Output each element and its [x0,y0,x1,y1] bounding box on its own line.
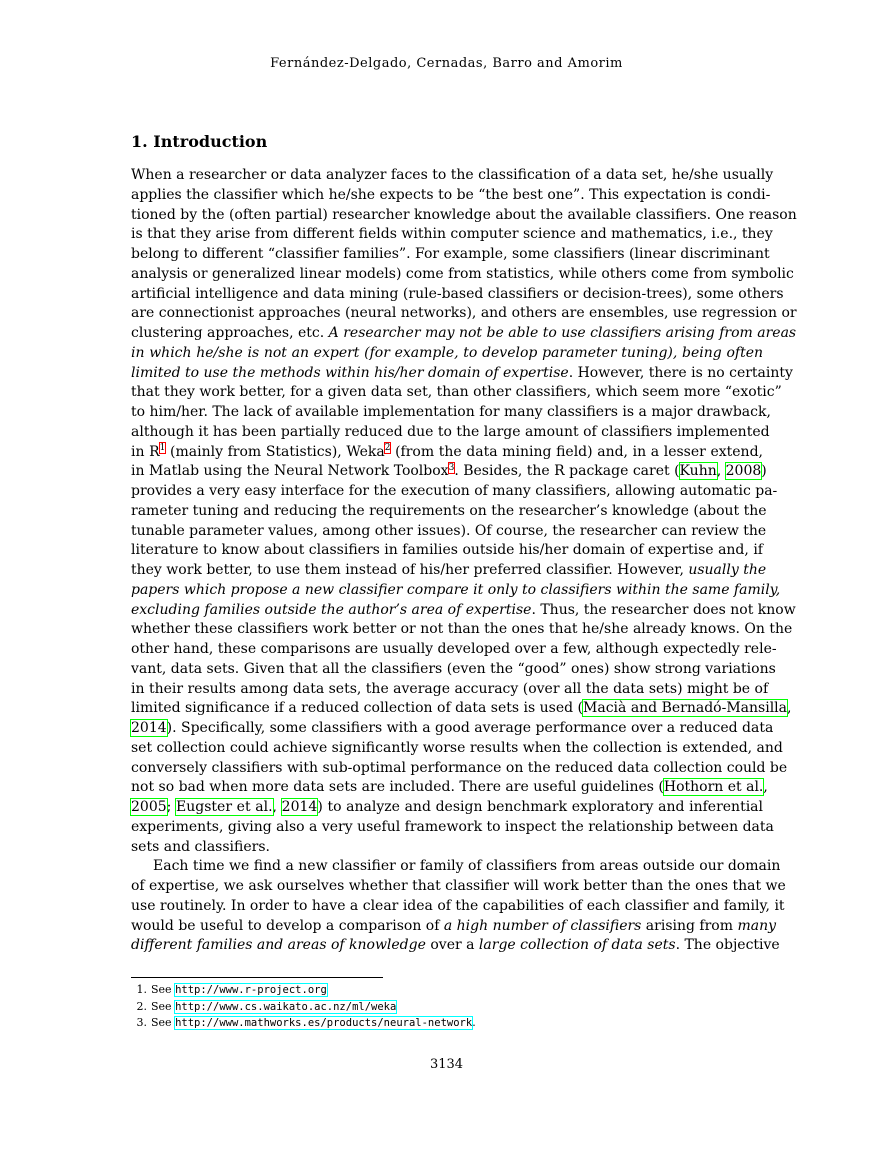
text-line: conversely classifiers with sub-optimal performance on the reduced data collection could be [131,759,788,776]
page-number: 3134 [429,1057,464,1072]
text-line [131,561,767,581]
footnote-divider [131,977,383,978]
footnotes [131,982,763,1032]
text-span: arising from [641,917,738,934]
text-span: in Matlab using the Neural Network Toolbox [131,463,449,480]
text-line: provides a very easy interface for the execution of many classifiers, allowing automatic pa- [131,483,778,499]
citation-link-macia-year[interactable]: 2014 [131,720,167,736]
text-line: sets and classifiers. [131,838,270,855]
text-span: . The objective [675,937,780,954]
citation-link-eugster-year[interactable]: 2014 [281,799,318,815]
footnote-3 [131,1015,763,1032]
text-span: , [272,799,282,815]
citation-link-macia[interactable]: Macià and Bernadó-Mansilla [583,700,787,717]
italic-text: different families and areas of knowledge [131,937,426,954]
text-line [131,699,792,719]
text-line: vant, data sets. Given that all the classifiers (even the “good” ones) show strong variations [131,660,776,677]
section-title: 1. Introduction [131,132,268,151]
citation-link-hothorn-year[interactable]: 2005 [131,799,167,815]
text-span: . Besides, the R package caret ( [454,463,680,480]
text-span: (mainly from Statistics), Weka [165,443,385,460]
text-span: clustering approaches, etc. [131,325,329,341]
text-span: ; [166,799,177,815]
text-line: When a researcher or data analyzer faces to the classification of a data set, he/she usually [131,167,774,183]
text-span: would be useful to develop a comparison of [131,917,444,934]
footnote-url-link[interactable]: http://www.mathworks.es/products/neural-network [175,1017,473,1029]
body-text [131,166,797,956]
citation-link-kuhn-year[interactable]: 2008 [725,463,762,480]
text-line: Each time we find a new classifier or family of classifiers from areas outside our domain [153,858,781,875]
footnote-number: 1. [136,983,147,996]
footnote-link-3[interactable]: 3 [448,462,455,473]
footnote-text: See [151,999,176,1013]
italic-text: usually the [688,562,767,578]
text-line [131,936,780,956]
text-line: although it has been partially reduced due to the large amount of classifiers implemented [131,423,770,440]
text-line: rameter tuning and reducing the requirements on the researcher’s knowledge (about the [131,502,767,519]
text-line: is that they arise from different fields within computer science and mathematics, i.e., they [131,226,773,243]
text-line [131,778,768,798]
footnote-text: See [151,1016,176,1029]
footnote-url-link[interactable]: http://www.cs.waikato.ac.nz/ml/weka [175,1000,397,1013]
text-span: ). Specifically, some classifiers with a good average performance over a reduced data [166,720,774,736]
text-line: tunable parameter values, among other issues). Of course, the researcher can review the [131,522,767,539]
text-span: . However, there is no certainty [568,364,793,381]
text-line: experiments, giving also a very useful framework to inspect the relationship between data [131,818,774,835]
italic-text: many [737,917,777,934]
text-line: belong to different “classifier families”. For example, some classifiers (linear discriminant [131,246,770,262]
text-line: papers which propose a new classifier compare it only to classifiers within the same family, [131,581,781,598]
text-line: in which he/she is not an expert (for example, to develop parameter tuning), being often [131,344,763,361]
citation-link-eugster[interactable]: Eugster et al. [176,799,273,815]
text-line: use routinely. In order to have a clear idea of the capabilities of each classifier and family, it [131,897,785,914]
text-line [131,798,763,818]
footnote-text: See [151,983,176,996]
text-span: limited significance if a reduced collection of data sets is used ( [131,700,584,717]
text-span: over a [425,937,479,954]
text-line [131,917,777,937]
citation-link-hothorn[interactable]: Hothorn et al. [663,779,764,796]
text-span: in R [131,443,160,460]
text-span: . Thus, the researcher does not know [531,601,796,618]
footnote-link-1[interactable]: 1 [159,442,166,453]
italic-text: limited to use the methods within his/her domain of expertise [131,364,569,381]
text-line: are connectionist approaches (neural networks), and others are ensembles, use regression or [131,305,797,322]
text-span: ) [761,463,767,480]
text-line: of expertise, we ask ourselves whether that classifier will work better than the ones that we [131,878,786,894]
text-line [131,719,774,739]
text-span: ) to analyze and design benchmark exploratory and inferential [317,799,764,815]
italic-text: excluding families outside the author’s area of expertise [131,601,532,618]
text-span: they work better, to use them instead of his/her preferred classifier. However, [131,562,689,578]
footnote-end: . [472,1016,476,1029]
citation-link-kuhn[interactable]: Kuhn [679,463,717,480]
text-line: in their results among data sets, the average accuracy (over all the data sets) might be of [131,680,769,697]
text-line: analysis or generalized linear models) come from statistics, while others come from symbolic [131,265,794,282]
text-line [131,364,793,384]
text-span: , [716,463,726,480]
running-header: Fernández-Delgado, Cernadas, Barro and Amorim [270,56,623,71]
text-span: (from the data mining field) and, in a lesser extend, [390,443,763,460]
text-line: to him/her. The lack of available implementation for many classifiers is a major drawback, [131,404,771,420]
text-line: that they work better, for a given data set, than other classifiers, which seem more “exotic” [131,384,782,401]
italic-text: large collection of data sets [478,937,676,954]
footnote-2 [131,999,763,1016]
italic-text: a high number of classifiers [443,917,642,934]
text-line [131,324,797,344]
text-span: , [787,700,792,717]
text-line: set collection could achieve significantly worse results when the collection is extended, and [131,739,783,756]
footnote-link-2[interactable]: 2 [384,442,391,453]
footnote-1 [131,982,763,999]
text-line [131,601,796,621]
text-line: artificial intelligence and data mining (rule-based classifiers or decision-trees), some others [131,285,784,302]
text-line: other hand, these comparisons are usually developed over a few, although expectedly rele- [131,641,777,657]
text-span: not so bad when more data sets are included. There are useful guidelines ( [131,779,664,796]
text-line [131,462,767,482]
text-span: , [763,779,768,796]
text-line: tioned by the (often partial) researcher knowledge about the available classifiers. One reason [131,206,797,223]
text-line: whether these classifiers work better or not than the ones that he/she already knows. On the [131,621,793,638]
footnote-number: 3. [136,1016,147,1029]
text-line: applies the classifier which he/she expects to be “the best one”. This expectation is condi- [131,186,771,203]
footnote-url-link[interactable]: http://www.r-project.org [175,984,327,996]
footnote-number: 2. [136,999,147,1013]
text-line [131,443,763,463]
italic-text: A researcher may not be able to use classifiers arising from areas [328,325,797,341]
text-line: literature to know about classifiers in families outside his/her domain of expertise and, if [131,542,763,559]
